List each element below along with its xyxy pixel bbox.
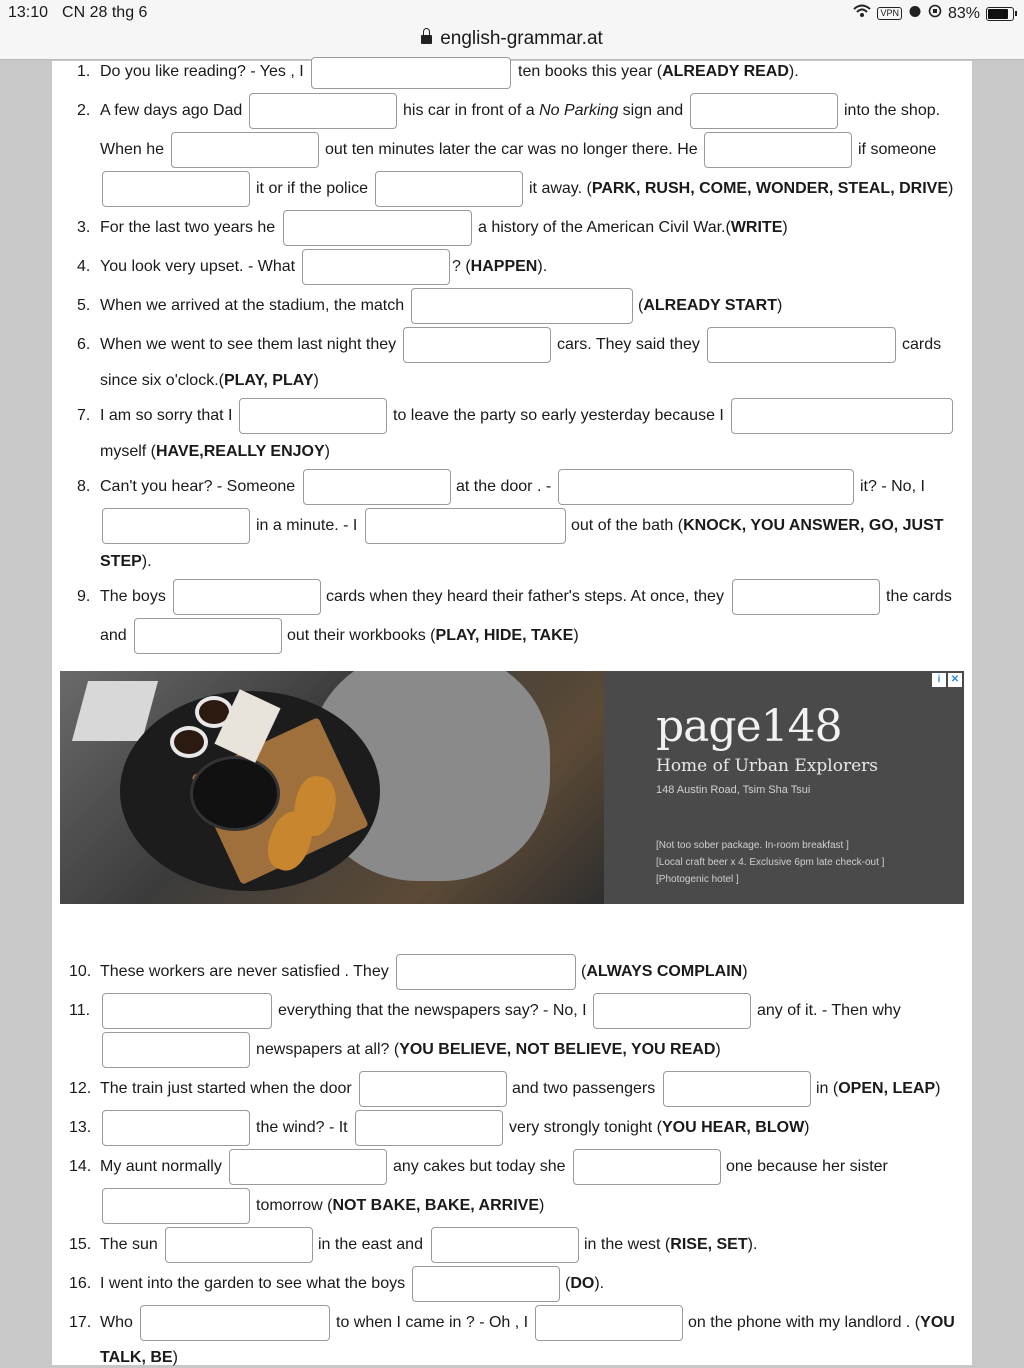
answer-input[interactable] (731, 398, 953, 434)
exercise-text: ? (HAPPEN). (452, 258, 548, 275)
exercise-text: (DO). (565, 1275, 605, 1292)
exercise-text: tomorrow (NOT BAKE, BAKE, ARRIVE) (256, 1197, 545, 1214)
exercise-text: and two passengers (512, 1080, 656, 1097)
exercise-text: cards when they heard their father's steps. At once, they (326, 588, 724, 605)
exercise-text: since six o'clock.(PLAY, PLAY) (100, 372, 319, 389)
ad-line: [Not too sober package. In-room breakfast ] (656, 840, 849, 851)
answer-input[interactable] (355, 1110, 503, 1146)
item-number: 9. (77, 588, 91, 605)
exercise-text: cars. They said they (557, 336, 700, 353)
status-date: CN 28 thg 6 (62, 4, 148, 21)
exercise-text: My aunt normally (100, 1158, 222, 1175)
ad-line: [Local craft beer x 4. Exclusive 6pm late check-out ] (656, 857, 885, 868)
answer-input[interactable] (302, 249, 450, 285)
exercise-text: it away. (PARK, RUSH, COME, WONDER, STEAL, DRIVE) (529, 180, 954, 197)
answer-input[interactable] (134, 618, 282, 654)
exercise-text: I am so sorry that I (100, 407, 233, 424)
exercise-text: out ten minutes later the car was no longer there. He (325, 141, 698, 158)
item-number: 12. (69, 1080, 92, 1097)
exercise-text: any cakes but today she (393, 1158, 566, 1175)
answer-input[interactable] (558, 469, 854, 505)
item-number: 11. (69, 1002, 91, 1019)
exercise-text: Can't you hear? - Someone (100, 478, 296, 495)
exercise-text: in a minute. - I (256, 517, 358, 534)
exercise-text: STEP). (100, 553, 152, 570)
answer-input[interactable] (102, 993, 272, 1029)
exercise-text: When we arrived at the stadium, the match (100, 297, 405, 314)
exercise-text: in the west (RISE, SET). (584, 1236, 758, 1253)
exercise-text: The train just started when the door (100, 1080, 352, 1097)
exercise-text: (ALWAYS COMPLAIN) (581, 963, 748, 980)
exercise-text: very strongly tonight (YOU HEAR, BLOW) (509, 1119, 810, 1136)
exercise-text: The sun (100, 1236, 158, 1253)
answer-input[interactable] (573, 1149, 721, 1185)
exercise-text: on the phone with my landlord . (YOU (688, 1314, 955, 1331)
close-icon[interactable]: ✕ (948, 673, 962, 687)
status-time: 13:10 (8, 4, 49, 21)
item-number: 2. (77, 102, 91, 119)
answer-input[interactable] (403, 327, 551, 363)
answer-input[interactable] (173, 579, 321, 615)
item-number: 14. (69, 1158, 92, 1175)
exercise-text: (ALREADY START) (638, 297, 783, 314)
ad-brand[interactable]: page148 (656, 701, 842, 752)
info-icon[interactable]: i (932, 673, 946, 687)
item-number: 7. (77, 407, 91, 424)
answer-input[interactable] (102, 1188, 250, 1224)
item-number: 5. (77, 297, 91, 314)
exercise-text: The boys (100, 588, 166, 605)
answer-input[interactable] (249, 93, 397, 129)
rotation-lock-icon (928, 4, 942, 23)
answer-input[interactable] (690, 93, 838, 129)
exercise-text: I went into the garden to see what the boys (100, 1275, 406, 1292)
item-number: 3. (77, 219, 91, 236)
ad-line: [Photogenic hotel ] (656, 874, 739, 885)
item-number: 17. (69, 1314, 92, 1331)
exercise-text: any of it. - Then why (757, 1002, 901, 1019)
exercise-text: if someone (858, 141, 937, 158)
answer-input[interactable] (359, 1071, 507, 1107)
exercise-text: A few days ago Dad (100, 102, 243, 119)
ad-tagline: Home of Urban Explorers (656, 756, 878, 776)
answer-input[interactable] (535, 1305, 683, 1341)
wifi-icon (853, 4, 871, 23)
battery-icon (986, 7, 1014, 21)
answer-input[interactable] (431, 1227, 579, 1263)
answer-input[interactable] (102, 508, 250, 544)
answer-input[interactable] (396, 954, 576, 990)
exercise-text: ten books this year (ALREADY READ). (518, 63, 799, 80)
exercise-text: it or if the police (256, 180, 369, 197)
ad-photo (60, 671, 604, 904)
url-text[interactable]: english-grammar.at (440, 28, 603, 49)
item-number: 15. (69, 1236, 92, 1253)
answer-input[interactable] (303, 469, 451, 505)
answer-input[interactable] (171, 132, 319, 168)
answer-input[interactable] (140, 1305, 330, 1341)
exercise-text: one because her sister (726, 1158, 888, 1175)
exercise-text: out their workbooks (PLAY, HIDE, TAKE) (287, 627, 579, 644)
item-number: 8. (77, 478, 91, 495)
exercise-text: a history of the American Civil War.(WRITE) (478, 219, 788, 236)
exercise-text: his car in front of a No Parking sign and (403, 102, 684, 119)
battery-percent: 83% (947, 4, 980, 22)
answer-input[interactable] (283, 210, 472, 246)
alarm-icon (908, 4, 922, 23)
exercise-text: When he (100, 141, 165, 158)
exercise-text: You look very upset. - What (100, 258, 296, 275)
lock-icon (421, 35, 432, 44)
exercise-text: These workers are never satisfied . They (100, 963, 389, 980)
answer-input[interactable] (411, 288, 633, 324)
exercise-text: into the shop. (844, 102, 941, 119)
exercise-text: When we went to see them last night they (100, 336, 397, 353)
answer-input[interactable] (102, 171, 250, 207)
item-number: 1. (77, 63, 91, 80)
answer-input[interactable] (593, 993, 751, 1029)
advertisement-banner[interactable] (60, 671, 964, 904)
answer-input[interactable] (102, 1110, 250, 1146)
status-bar (0, 0, 1024, 26)
answer-input[interactable] (311, 57, 511, 89)
exercise-text: TALK, BE) (100, 1349, 178, 1366)
exercise-text: newspapers at all? (YOU BELIEVE, NOT BELIEVE, YOU READ) (256, 1041, 721, 1058)
answer-input[interactable] (732, 579, 880, 615)
exercise-text: everything that the newspapers say? - No, I (278, 1002, 587, 1019)
item-number: 16. (69, 1275, 92, 1292)
exercise-text: For the last two years he (100, 219, 276, 236)
answer-input[interactable] (165, 1227, 313, 1263)
answer-input[interactable] (375, 171, 523, 207)
exercise-text: myself (HAVE,REALLY ENJOY) (100, 443, 330, 460)
answer-input[interactable] (365, 508, 566, 544)
answer-input[interactable] (102, 1032, 250, 1068)
exercise-text: and (100, 627, 127, 644)
exercise-text: cards (902, 336, 942, 353)
answer-input[interactable] (663, 1071, 811, 1107)
answer-input[interactable] (229, 1149, 387, 1185)
answer-input[interactable] (412, 1266, 560, 1302)
exercise-text: the cards (886, 588, 952, 605)
item-number: 13. (69, 1119, 92, 1136)
exercise-text: Do you like reading? - Yes , I (100, 63, 304, 80)
exercise-text: out of the bath (KNOCK, YOU ANSWER, GO, JUST (571, 517, 944, 534)
answer-input[interactable] (239, 398, 387, 434)
ad-address: 148 Austin Road, Tsim Sha Tsui (656, 784, 811, 796)
exercise-text: at the door . - (456, 478, 552, 495)
exercise-text: to when I came in ? - Oh , I (336, 1314, 529, 1331)
exercise-text: the wind? - It (256, 1119, 348, 1136)
exercise-page (52, 61, 972, 1365)
exercise-text: to leave the party so early yesterday because I (393, 407, 724, 424)
answer-input[interactable] (704, 132, 852, 168)
exercise-text: in (OPEN, LEAP) (816, 1080, 941, 1097)
item-number: 6. (77, 336, 91, 353)
item-number: 10. (69, 963, 92, 980)
item-number: 4. (77, 258, 91, 275)
exercise-text: in the east and (318, 1236, 423, 1253)
address-bar[interactable] (0, 26, 1024, 60)
answer-input[interactable] (707, 327, 896, 363)
exercise-text: it? - No, I (860, 478, 925, 495)
exercise-text: Who (100, 1314, 133, 1331)
vpn-badge: VPN (877, 7, 902, 20)
